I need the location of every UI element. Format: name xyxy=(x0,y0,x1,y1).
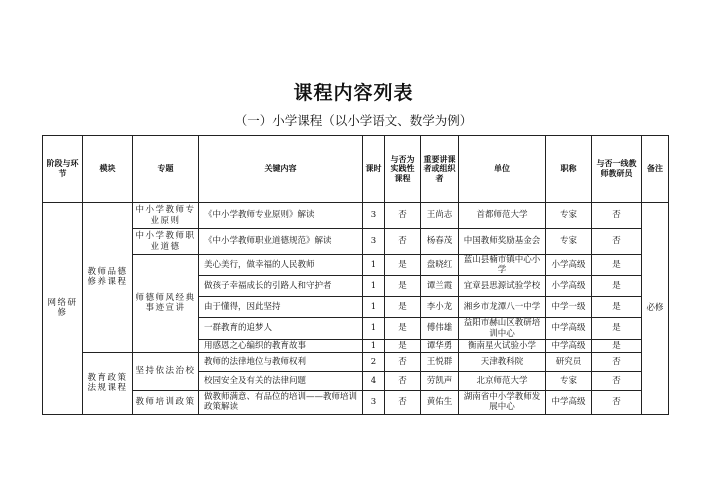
rank-cell: 中学一级 xyxy=(546,297,592,318)
hours-cell: 1 xyxy=(363,276,385,297)
frontline-cell: 是 xyxy=(592,297,642,318)
column-header: 专题 xyxy=(133,136,199,203)
course-table xyxy=(42,135,669,415)
hours-cell: 3 xyxy=(363,203,385,229)
topic-cell: 师德师风经典事迹宣讲 xyxy=(133,255,199,353)
column-header: 模块 xyxy=(83,136,133,203)
practical-cell: 是 xyxy=(385,297,421,318)
unit-cell: 蓝山县楠市镇中心小学 xyxy=(459,255,546,276)
column-header: 备注 xyxy=(642,136,669,203)
practical-cell: 否 xyxy=(385,371,421,390)
frontline-cell: 是 xyxy=(592,276,642,297)
lecturer-cell: 谭华勇 xyxy=(421,339,459,352)
lecturer-cell: 盘晓红 xyxy=(421,255,459,276)
key-content-cell: 《中小学教师职业道德规范》解读 xyxy=(199,229,363,255)
table-row xyxy=(43,255,669,276)
practical-cell: 否 xyxy=(385,352,421,371)
page-subtitle: （一）小学课程（以小学语文、数学为例） xyxy=(234,113,473,128)
lecturer-cell: 李小龙 xyxy=(421,297,459,318)
unit-cell: 首都师范大学 xyxy=(459,203,546,229)
practical-cell: 否 xyxy=(385,203,421,229)
hours-cell: 1 xyxy=(363,297,385,318)
practical-cell: 是 xyxy=(385,339,421,352)
rank-cell: 中学高级 xyxy=(546,390,592,414)
frontline-cell: 否 xyxy=(592,203,642,229)
unit-cell: 湘乡市龙潭八一中学 xyxy=(459,297,546,318)
table-row xyxy=(43,203,669,229)
frontline-cell: 是 xyxy=(592,318,642,339)
rank-cell: 专家 xyxy=(546,371,592,390)
practical-cell: 否 xyxy=(385,390,421,414)
rank-cell: 小学高级 xyxy=(546,255,592,276)
column-header: 课时 xyxy=(363,136,385,203)
column-header: 职称 xyxy=(546,136,592,203)
key-content-cell: 一群教育的追梦人 xyxy=(199,318,363,339)
key-content-cell: 《中小学教师专业原则》解读 xyxy=(199,203,363,229)
rank-cell: 小学高级 xyxy=(546,276,592,297)
lecturer-cell: 傅伟雄 xyxy=(421,318,459,339)
lecturer-cell: 谭兰霞 xyxy=(421,276,459,297)
practical-cell: 是 xyxy=(385,318,421,339)
note-cell: 必修 xyxy=(642,203,669,415)
hours-cell: 1 xyxy=(363,339,385,352)
frontline-cell: 是 xyxy=(592,339,642,352)
practical-cell: 是 xyxy=(385,276,421,297)
hours-cell: 4 xyxy=(363,371,385,390)
key-content-cell: 美心美行，做幸福的人民教师 xyxy=(199,255,363,276)
frontline-cell: 否 xyxy=(592,352,642,371)
lecturer-cell: 劳凯声 xyxy=(421,371,459,390)
frontline-cell: 否 xyxy=(592,229,642,255)
rank-cell: 专家 xyxy=(546,203,592,229)
page-title: 课程内容列表 xyxy=(293,82,414,104)
unit-cell: 北京师范大学 xyxy=(459,371,546,390)
lecturer-cell: 黄佑生 xyxy=(421,390,459,414)
hours-cell: 3 xyxy=(363,390,385,414)
lecturer-cell: 杨春茂 xyxy=(421,229,459,255)
stage-cell: 网络研修 xyxy=(43,203,83,415)
frontline-cell: 否 xyxy=(592,390,642,414)
key-content-cell: 教师的法律地位与教师权利 xyxy=(199,352,363,371)
unit-cell: 衡南星火试验小学 xyxy=(459,339,546,352)
column-header: 与否一线教师教研员 xyxy=(592,136,642,203)
rank-cell: 专家 xyxy=(546,229,592,255)
unit-cell: 宜章县思源试验学校 xyxy=(459,276,546,297)
rank-cell: 研究员 xyxy=(546,352,592,371)
key-content-cell: 校园安全及有关的法律问题 xyxy=(199,371,363,390)
table-row xyxy=(43,390,669,414)
key-content-cell: 用感恩之心编织的教育故事 xyxy=(199,339,363,352)
column-header: 与否为实践性课程 xyxy=(385,136,421,203)
table-row xyxy=(43,352,669,371)
table-row xyxy=(43,229,669,255)
column-header: 阶段与环节 xyxy=(43,136,83,203)
topic-cell: 中小学教师专业原则 xyxy=(133,203,199,229)
unit-cell: 天津教科院 xyxy=(459,352,546,371)
practical-cell: 否 xyxy=(385,229,421,255)
frontline-cell: 否 xyxy=(592,371,642,390)
hours-cell: 1 xyxy=(363,318,385,339)
module-cell: 教育政策法规课程 xyxy=(83,352,133,414)
hours-cell: 1 xyxy=(363,255,385,276)
topic-cell: 教师培训政策 xyxy=(133,390,199,414)
lecturer-cell: 王尚志 xyxy=(421,203,459,229)
unit-cell: 湖南省中小学教师发展中心 xyxy=(459,390,546,414)
rank-cell: 中学高级 xyxy=(546,318,592,339)
column-header: 关键内容 xyxy=(199,136,363,203)
lecturer-cell: 王悦群 xyxy=(421,352,459,371)
hours-cell: 2 xyxy=(363,352,385,371)
column-header: 单位 xyxy=(459,136,546,203)
key-content-cell: 做教师满意、有品位的培训——教师培训政策解读 xyxy=(199,390,363,414)
table-header-row xyxy=(43,136,669,203)
column-header: 重要讲课者或组织者 xyxy=(421,136,459,203)
module-cell: 教师品德修养课程 xyxy=(83,203,133,353)
unit-cell: 中国教师奖励基金会 xyxy=(459,229,546,255)
hours-cell: 3 xyxy=(363,229,385,255)
topic-cell: 坚持依法治校 xyxy=(133,352,199,390)
frontline-cell: 是 xyxy=(592,255,642,276)
rank-cell: 中学高级 xyxy=(546,339,592,352)
practical-cell: 是 xyxy=(385,255,421,276)
key-content-cell: 做孩子幸福成长的引路人和守护者 xyxy=(199,276,363,297)
unit-cell: 益阳市赫山区教研培训中心 xyxy=(459,318,546,339)
topic-cell: 中小学教师职业道德 xyxy=(133,229,199,255)
key-content-cell: 由于懂得，因此坚持 xyxy=(199,297,363,318)
